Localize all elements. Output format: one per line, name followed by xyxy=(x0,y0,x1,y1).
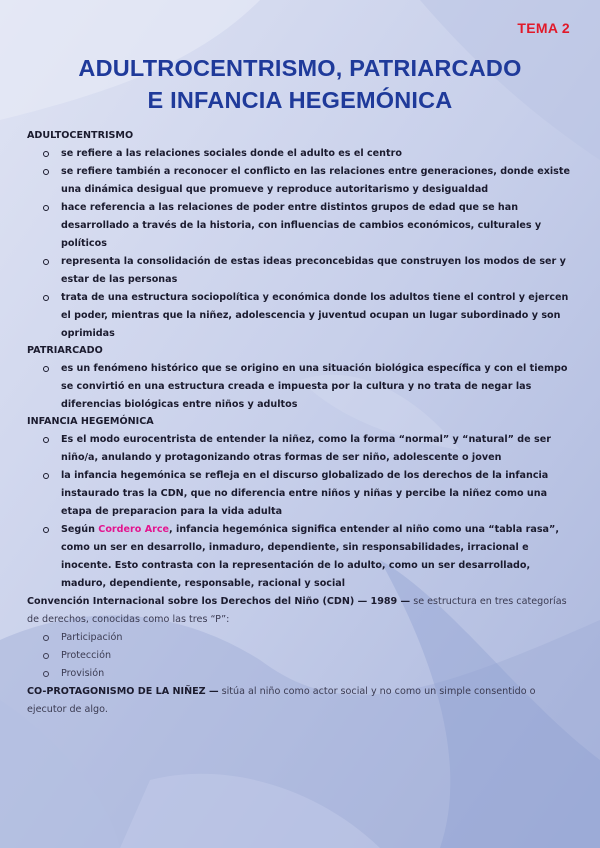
section-heading-patriarcado: PATRIARCADO xyxy=(27,345,103,356)
protagonism-paragraph xyxy=(27,683,576,719)
list-item: se refiere a las relaciones sociales donde el adulto es el centro xyxy=(61,145,576,163)
convention-title: Convención Internacional sobre los Derechos del Niño (CDN) — 1989 — xyxy=(27,596,411,607)
author-name: Cordero Arce xyxy=(98,524,170,535)
list-item: trata de una estructura sociopolítica y económica donde los adultos tiene el control y ejercen el poder, mientras que la niñez, adolescencia y juventud ocupan un lugar subordinado y son oprimidas xyxy=(61,289,576,343)
list-item: hace referencia a las relaciones de poder entre distintos grupos de edad que se han desarrollado a través de la historia, con influencias de cambios económicos, culturales y políticos xyxy=(61,199,576,253)
list-item: Participación xyxy=(61,629,576,647)
list-item: se refiere también a reconocer el conflicto en las relaciones entre generaciones, donde existe una dinámica desigual que promueve y reproduce autoritarismo y desigualdad xyxy=(61,163,576,199)
protagonism-text: sitúa al niño como actor social y no como un simple consentido o ejecutor de algo. xyxy=(27,686,536,715)
topic-tag: TEMA 2 xyxy=(517,20,570,36)
convention-list xyxy=(27,629,576,683)
list-item: Es el modo eurocentrista de entender la niñez, como la forma “normal” y “natural” de ser niño/a, anulando y protagonizando otras formas de ser niño, adolescente o joven xyxy=(61,431,576,467)
list-item: es un fenómeno histórico que se origino en una situación biológica específica y con el tiempo se convirtió en una estructura creada e impuesta por la cultura y no trata de negar las diferencias biológicas entre niños y adultos xyxy=(61,360,576,414)
list-item-author xyxy=(61,521,576,593)
page-title xyxy=(0,52,600,116)
list-item: representa la consolidación de estas ideas preconcebidas que construyen los modos de ser y estar de las personas xyxy=(61,253,576,289)
list-item: Provisión xyxy=(61,665,576,683)
author-prefix: Según xyxy=(61,524,99,535)
section-heading-adultocentrismo: ADULTOCENTRISMO xyxy=(27,130,134,141)
author-item-text: , infancia hegemónica significa entender al niño como una “tabla rasa”, como un ser en desarrollo, inmaduro, dependiente, sin responsabilidades, irracional e inocente. Esto contrasta con la representación de lo adulto, como un ser desarrollado, maduro, dependiente, responsable, racional y social xyxy=(61,524,559,589)
section-heading-infancia-hegemonica: INFANCIA HEGEMÓNICA xyxy=(27,416,154,427)
infancia-hegemonica-list xyxy=(27,431,576,593)
patriarcado-list xyxy=(27,360,576,414)
title-line-1: ADULTROCENTRISMO, PATRIARCADO xyxy=(78,55,522,81)
title-line-2: E INFANCIA HEGEMÓNICA xyxy=(147,87,453,113)
adultocentrismo-list xyxy=(27,145,576,343)
document-body xyxy=(27,128,576,719)
list-item: la infancia hegemónica se refleja en el discurso globalizado de los derechos de la infancia instaurado tras la CDN, que no diferencia entre niños y niñas y percibe la niñez como una etapa de preparacion para la vida adulta xyxy=(61,467,576,521)
convention-text: se estructura en tres categorías de derechos, conocidas como las tres “P”: xyxy=(27,596,567,625)
convention-paragraph xyxy=(27,593,576,629)
protagonism-title: CO-PROTAGONISMO DE LA NIÑEZ — xyxy=(27,686,219,697)
list-item: Protección xyxy=(61,647,576,665)
